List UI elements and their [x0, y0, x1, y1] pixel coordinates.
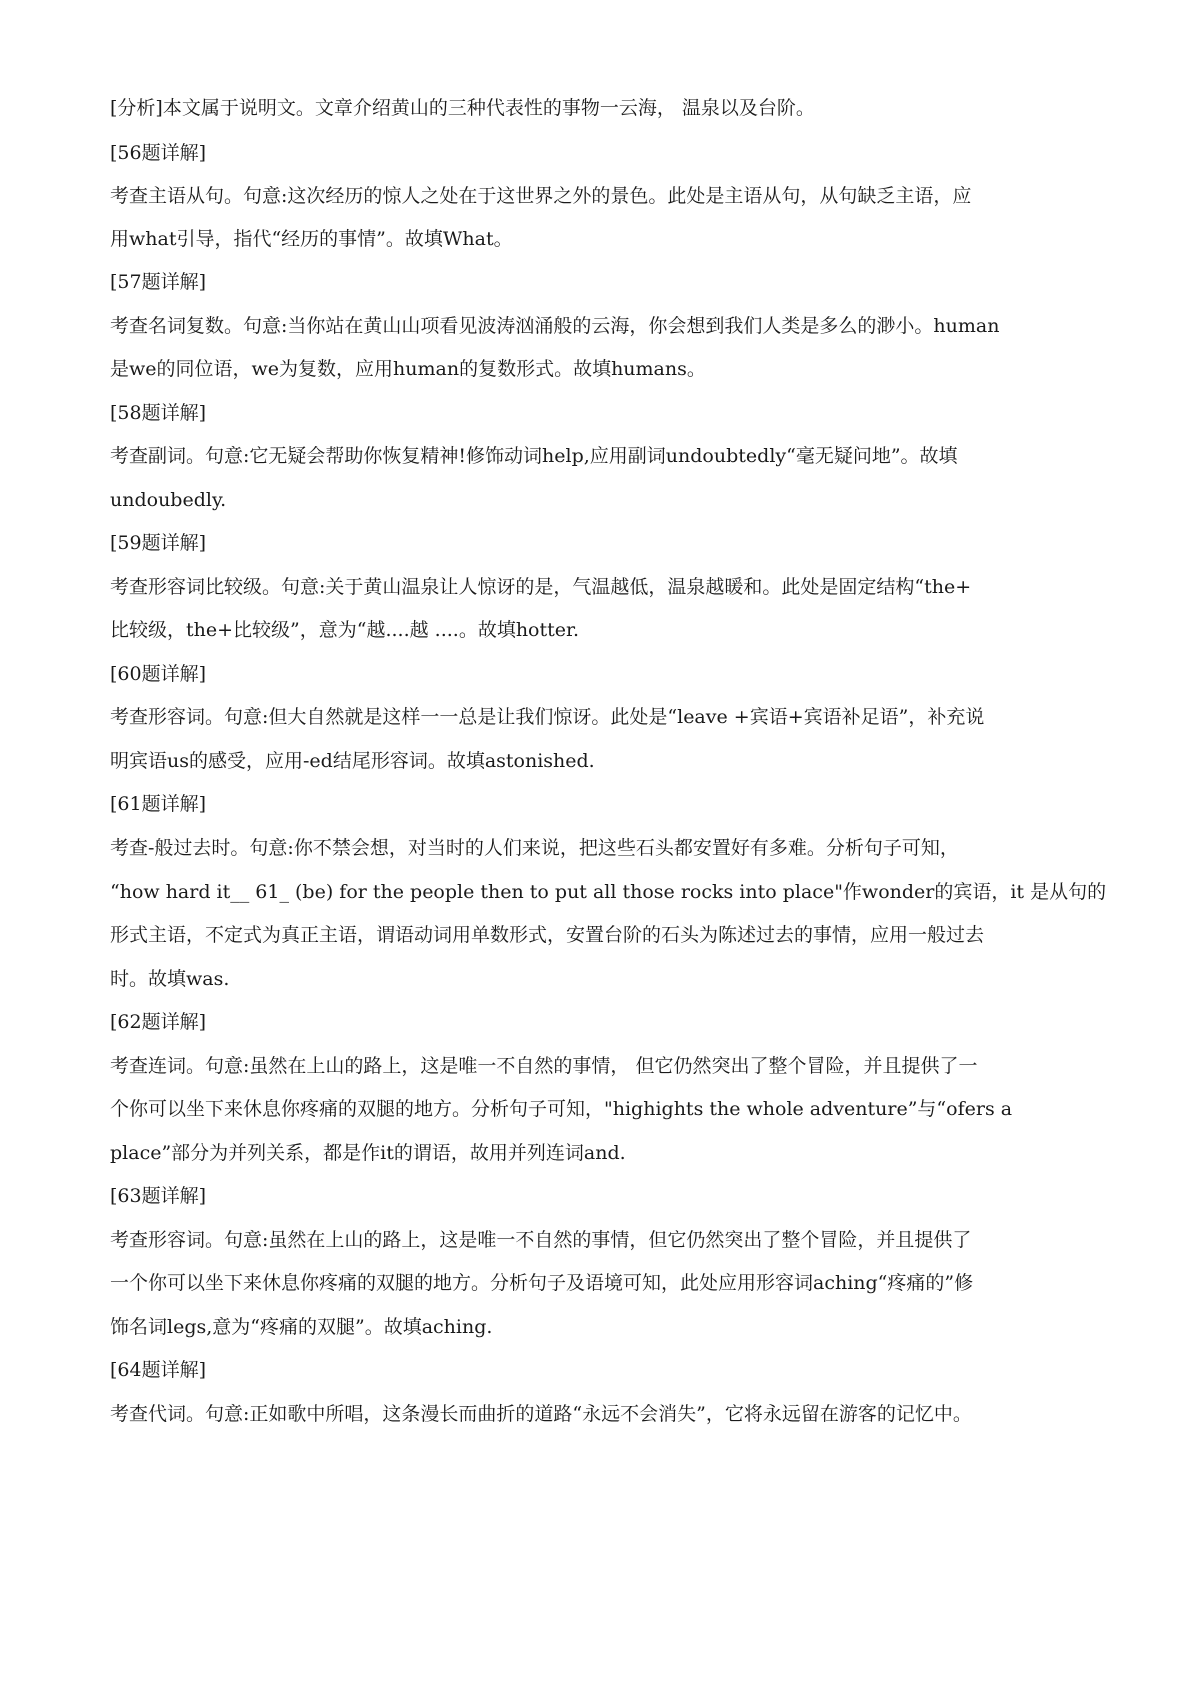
q63-text-line-2: 一个你可以坐下来休息你疼痛的双腿的地方。分析句子及语境可知，此处应用形容词aching“疼痛的”修: [110, 1272, 974, 1294]
q64-text-line-1: 考查代词。句意:正如歌中所唱，这条漫长而曲折的道路“永远不会消失”，它将永远留在游客的记忆中。: [110, 1403, 972, 1425]
q63-heading: [63题详解]: [110, 1185, 207, 1207]
q59-heading: [59题详解]: [110, 532, 207, 554]
q57-text-line-2: 是we的同位语，we为复数，应用human的复数形式。故填humans。: [110, 358, 706, 380]
q64-heading: [64题详解]: [110, 1359, 207, 1381]
q62-heading: [62题详解]: [110, 1011, 207, 1033]
q59-text-line-1: 考查形容词比较级。句意:关于黄山温泉让人惊讶的是，气温越低，温泉越暖和。此处是固定结构“the+: [110, 576, 972, 598]
q58-text-line-2: undoubedly.: [110, 489, 227, 511]
q61-text-line-1: 考查-般过去时。句意:你不禁会想，对当时的人们来说，把这些石头都安置好有多难。分析句子可知，: [110, 837, 959, 859]
q58-text-line-1: 考查副词。句意:它无疑会帮助你恢复精神!修饰动词help,应用副词undoubtedly“毫无疑问地”。故填: [110, 445, 958, 467]
q59-text-line-2: 比较级，the+比较级”，意为“越....越 ....。故填hotter.: [110, 619, 580, 641]
q61-text-line-2: “how hard it__ 61_ (be) for the people then to put all those rocks into place"作wonder的宾语，it 是从句的: [110, 881, 1107, 903]
q61-text-line-4: 时。故填was.: [110, 968, 230, 990]
q60-text-line-1: 考查形容词。句意:但大自然就是这样一一总是让我们惊讶。此处是“leave +宾语+宾语补足语”，补充说: [110, 706, 985, 728]
q61-heading: [61题详解]: [110, 793, 207, 815]
q62-text-line-2: 个你可以坐下来休息你疼痛的双腿的地方。分析句子可知，"highights the whole adventure”与“ofers a: [110, 1098, 1013, 1120]
q63-text-line-1: 考查形容词。句意:虽然在上山的路上，这是唯一不自然的事情，但它仍然突出了整个冒险，并且提供了: [110, 1229, 972, 1251]
q58-heading: [58题详解]: [110, 402, 207, 424]
q60-text-line-2: 明宾语us的感受，应用-ed结尾形容词。故填astonished.: [110, 750, 595, 772]
q57-heading: [57题详解]: [110, 271, 207, 293]
q62-text-line-3: place”部分为并列关系，都是作it的谓语，故用并列连词and.: [110, 1142, 626, 1164]
q61-text-line-3: 形式主语，不定式为真正主语，谓语动词用单数形式，安置台阶的石头为陈述过去的事情，应用一般过去: [110, 924, 985, 946]
q62-text-line-1: 考查连词。句意:虽然在上山的路上，这是唯一不自然的事情， 但它仍然突出了整个冒险，并且提供了一: [110, 1055, 978, 1077]
q56-heading: [56题详解]: [110, 142, 207, 164]
q56-text-line-2: 用what引导，指代“经历的事情”。故填What。: [110, 228, 513, 250]
q60-heading: [60题详解]: [110, 663, 207, 685]
q56-text-line-1: 考查主语从句。句意:这次经历的惊人之处在于这世界之外的景色。此处是主语从句，从句缺乏主语，应: [110, 185, 972, 207]
analysis-line: [分析]本文属于说明文。文章介绍黄山的三种代表性的事物一云海， 温泉以及台阶。: [110, 97, 815, 119]
q57-text-line-1: 考查名词复数。句意:当你站在黄山山项看见波涛汹涌般的云海，你会想到我们人类是多么的渺小。human: [110, 315, 1000, 337]
q63-text-line-3: 饰名词legs,意为“疼痛的双腿”。故填aching.: [110, 1316, 493, 1338]
